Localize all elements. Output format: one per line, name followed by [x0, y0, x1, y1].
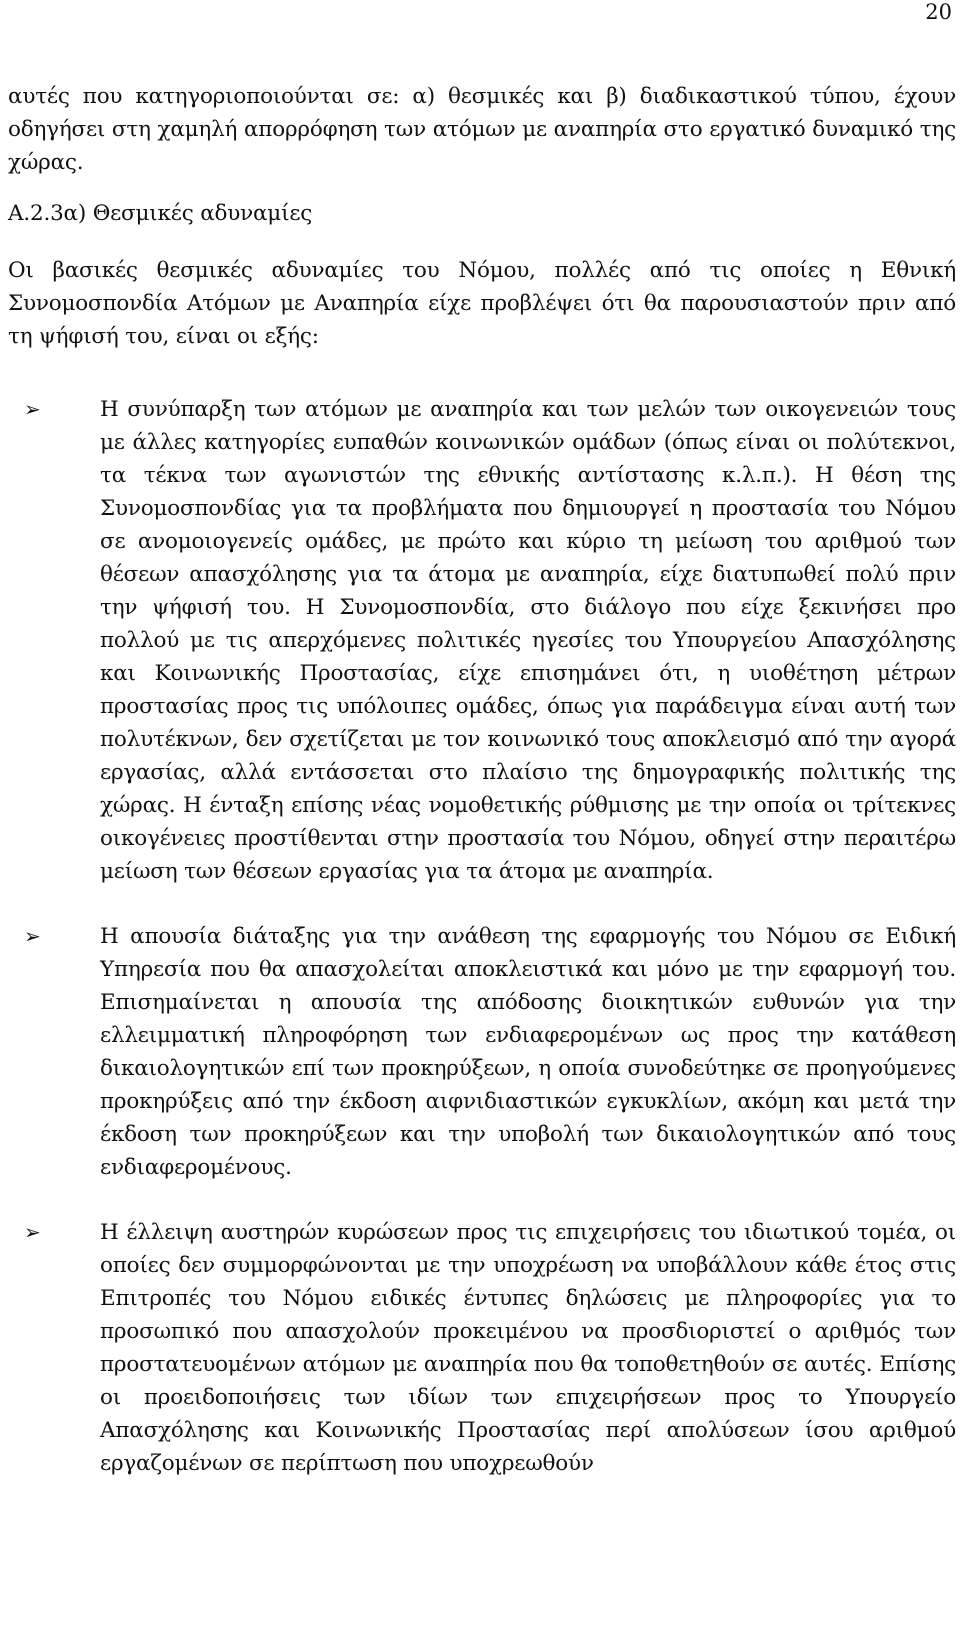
intro-paragraph: αυτές που κατηγοριοποιούνται σε: α) θεσμικές και β) διαδικαστικού τύπου, έχουν οδηγήσει στη χαμηλή απορρόφηση των ατόμων με αναπηρία στο εργατικό δυναμικό της χώρας.: [8, 84, 956, 175]
lead-paragraph: Οι βασικές θεσμικές αδυναμίες του Νόμου, πολλές από τις οποίες η Εθνική Συνομοσπονδία Ατόμων με Αναπηρία είχε προβλέψει ότι θα παρουσιαστούν πριν από τη ψήφισή του, είναι οι εξής:: [8, 258, 956, 349]
arrow-bullet-icon: ➢: [24, 397, 41, 421]
list-item-text: Η συνύπαρξη των ατόμων με αναπηρία και των μελών των οικογενειών τους με άλλες κατηγορίες ευπαθών κοινωνικών ομάδων (όπως είναι οι πολύτεκνοι, τα τέκνα των αγωνιστών της εθνικής αντίστασης κ.λ.π.). Η θέση της Συνομοσπονδίας για τα προβλήματα που δημιουργεί η προστασία του Νόμου σε ανομοιογενείς ομάδες, με πρώτο και κύριο τη μείωση του αριθμού των θέσεων απασχόλησης για τα άτομα με αναπηρία, είχε διατυπωθεί πολύ πριν την ψήφισή του. Η Συνομοσπονδία, στο διάλογο που είχε ξεκινήσει προ πολλού με τις απερχόμενες πολιτικές ηγεσίες του Υπουργείου Απασχόλησης και Κοινωνικής Προστασίας, είχε επισημάνει ότι, η υιοθέτηση μέτρων προστασίας προς τις υπόλοιπες ομάδες, όπως για παράδειγμα είναι αυτή των πολυτέκνων, δεν σχετίζεται με τον κοινωνικό τους αποκλεισμό από την αγορά εργασίας, αλλά εντάσσεται στο πλαίσιο της δημογραφικής πολιτικής της χώρας. Η ένταξη επίσης νέας νομοθετικής ρύθμισης με την οποία οι τρίτεκνες οικογένειες προστίθενται στην προστασία του Νόμου, οδηγεί στην περαιτέρω μείωση των θέσεων εργασίας για τα άτομα με αναπηρία.: [100, 397, 956, 884]
section-heading: Α.2.3α) Θεσμικές αδυναμίες: [8, 201, 313, 226]
arrow-bullet-icon: ➢: [24, 924, 41, 948]
list-item-text: Η έλλειψη αυστηρών κυρώσεων προς τις επιχειρήσεις του ιδιωτικού τομέα, οι οποίες δεν συμμορφώνονται με την υποχρέωση να υποβάλλουν κάθε έτος στις Επιτροπές του Νόμου ειδικές έντυπες δηλώσεις με πληροφορίες για το προσωπικό που απασχολούν προκειμένου να προσδιοριστεί ο αριθμός των προστατευομένων ατόμων με αναπηρία που θα τοποθετηθούν σε αυτές. Επίσης οι προειδοποιήσεις των ιδίων των επιχειρήσεων προς το Υπουργείο Απασχόλησης και Κοινωνικής Προστασίας περί απολύσεων ίσου αριθμού εργαζομένων σε περίπτωση που υποχρεωθούν: [100, 1220, 956, 1476]
list-item: [8, 920, 956, 1184]
document-body: [8, 80, 956, 1512]
list-item: [8, 1216, 956, 1480]
list-item: [8, 393, 956, 888]
list-item-text: Η απουσία διάταξης για την ανάθεση της εφαρμογής του Νόμου σε Ειδική Υπηρεσία που θα απασχολείται αποκλειστικά και μόνο με την εφαρμογή του. Επισημαίνεται η απουσία της απόδοσης διοικητικών ευθυνών για την ελλειμματική πληροφόρηση των ενδιαφερομένων ως προς την κατάθεση δικαιολογητικών επί των προκηρύξεων, η οποία συνοδεύτηκε σε προηγούμενες προκηρύξεις από την έκδοση αιφνιδιαστικών εγκυκλίων, ακόμη και μετά την έκδοση των προκηρύξεων και την υποβολή των δικαιολογητικών από τους ενδιαφερομένους.: [100, 924, 956, 1180]
arrow-bullet-icon: ➢: [24, 1220, 41, 1244]
weakness-list: [8, 393, 956, 1480]
page-number: 20: [925, 0, 952, 24]
